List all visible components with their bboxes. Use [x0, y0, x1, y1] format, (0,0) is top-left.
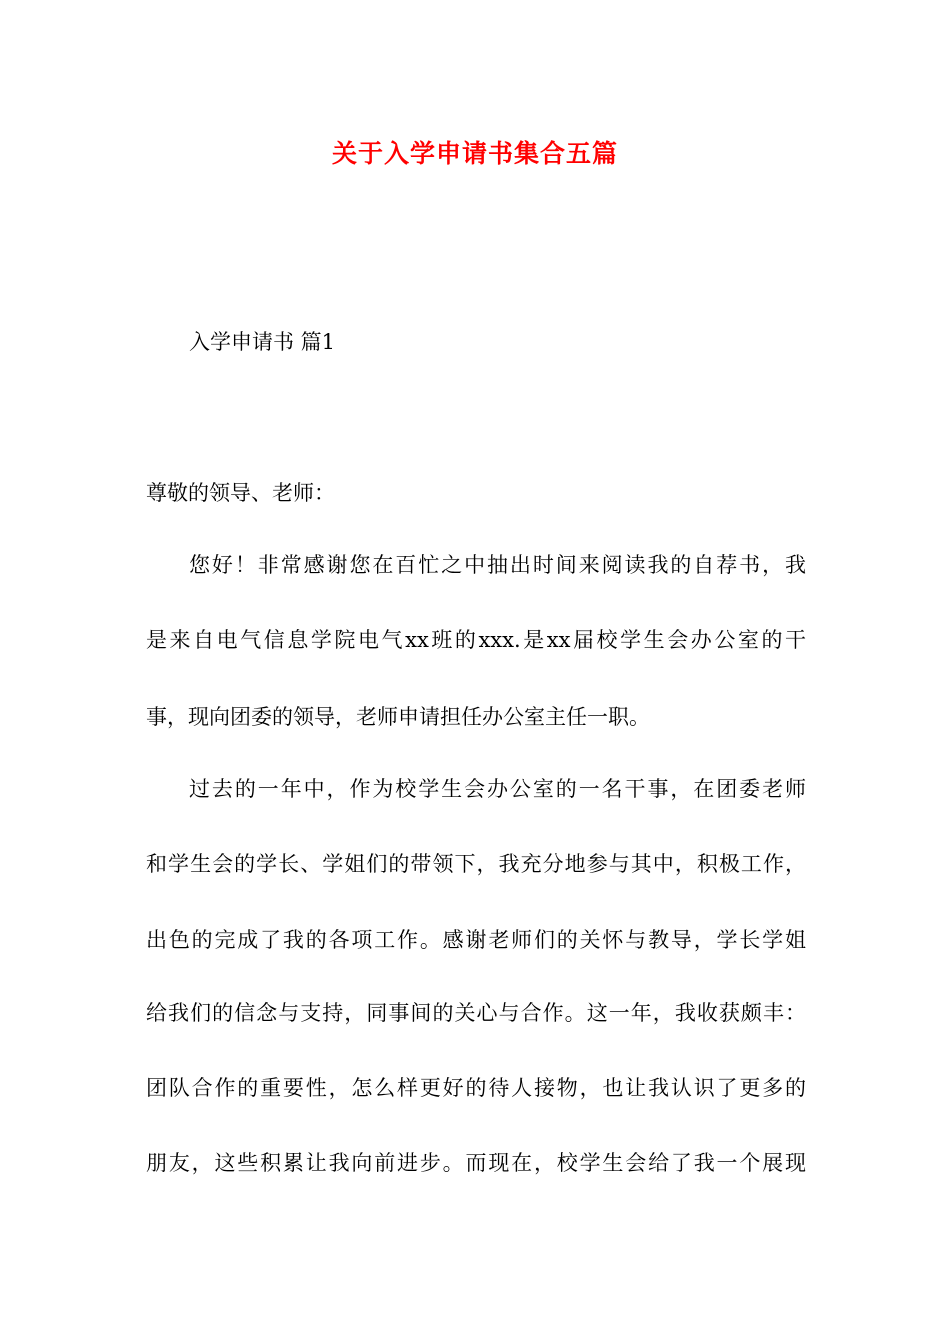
section-heading: 入学申请书 篇1 — [189, 330, 336, 354]
paragraph-line: 事，现向团委的领导，老师申请担任办公室主任一职。 — [146, 705, 650, 729]
paragraph-line: 给我们的信念与支持，同事间的关心与合作。这一年，我收获颇丰： — [146, 1001, 806, 1025]
paragraph-line: 和学生会的学长、学姐们的带领下，我充分地参与其中，积极工作， — [146, 852, 806, 876]
paragraph-line: 您好！非常感谢您在百忙之中抽出时间来阅读我的自荐书，我 — [189, 553, 806, 577]
paragraph-line: 出色的完成了我的各项工作。感谢老师们的关怀与教导，学长学姐 — [146, 928, 806, 952]
paragraph-line: 团队合作的重要性，怎么样更好的待人接物，也让我认识了更多的 — [146, 1076, 806, 1100]
paragraph-line: 是来自电气信息学院电气xx班的xxx.是xx届校学生会办公室的干 — [146, 628, 806, 652]
paragraph-line: 朋友，这些积累让我向前进步。而现在，校学生会给了我一个展现 — [146, 1151, 806, 1175]
document-title: 关于入学申请书集合五篇 — [331, 139, 618, 168]
paragraph-line: 过去的一年中，作为校学生会办公室的一名干事，在团委老师 — [189, 777, 806, 801]
salutation: 尊敬的领导、老师： — [146, 481, 335, 505]
